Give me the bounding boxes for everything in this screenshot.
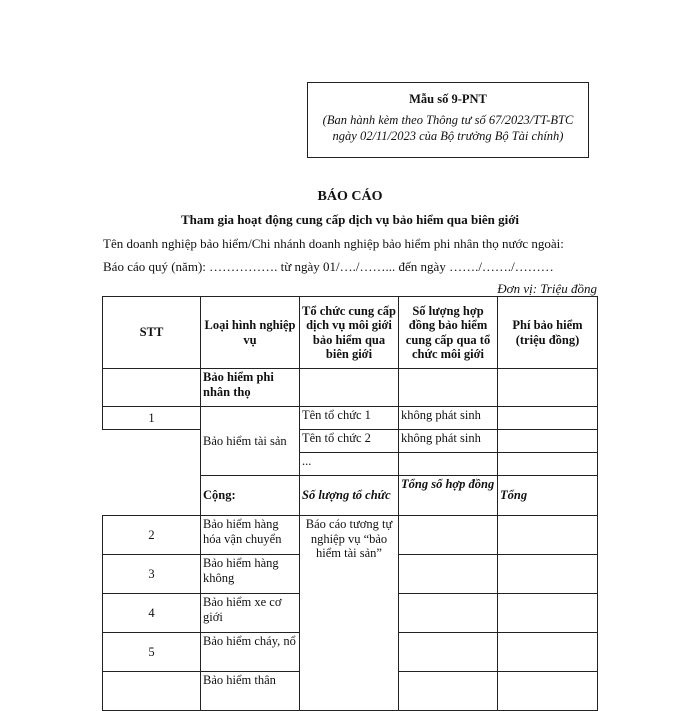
report-subtitle: Tham gia hoạt động cung cấp dịch vụ bảo hiểm qua biên giới	[180, 212, 520, 227]
table-row	[103, 430, 598, 453]
report-period-line: Báo cáo quý (năm): ……………. từ ngày 01/…./……... đến ngày ……./……./………	[103, 259, 554, 274]
table-header-row	[103, 297, 598, 369]
currency-unit: Đơn vị: Triệu đồng	[497, 281, 597, 296]
subtotal-label: Cộng:	[201, 476, 300, 516]
subtotal-row	[103, 476, 598, 516]
table-row	[103, 453, 598, 476]
table-row	[103, 407, 598, 430]
form-number-box	[307, 82, 589, 158]
similar-report-note: Báo cáo tương tự nghiệp vụ “bảo hiểm tài sản”	[300, 516, 399, 711]
stt-cell: 2	[103, 516, 201, 555]
header-stt: STT	[103, 297, 201, 369]
contract-count-cell: không phát sinh	[399, 407, 498, 430]
category-label: Bảo hiểm phi nhân thọ	[201, 369, 300, 407]
org-ellipsis-cell: ...	[300, 453, 399, 476]
contract-count-cell: không phát sinh	[399, 430, 498, 453]
stt-cell: 5	[103, 633, 201, 672]
header-broker-org: Tổ chức cung cấp dịch vụ môi giới bảo hiểm qua biên giới	[300, 297, 399, 369]
stt-cell: 3	[103, 555, 201, 594]
org-count-label: Số lượng tổ chức	[300, 476, 399, 516]
business-type-cell: Bảo hiểm hàng hóa vận chuyển	[201, 516, 300, 555]
header-contract-count: Số lượng hợp đồng bảo hiểm cung cấp qua tổ chức môi giới	[399, 297, 498, 369]
issuance-note: (Ban hành kèm theo Thông tư số 67/2023/TT-BTC ngày 02/11/2023 của Bộ trưởng Bộ Tài chính)	[322, 113, 574, 143]
report-title: BÁO CÁO	[317, 189, 383, 204]
enterprise-name-line: Tên doanh nghiệp bảo hiểm/Chi nhánh doanh nghiệp bảo hiểm phi nhân thọ nước ngoài:	[103, 236, 564, 251]
org-name-cell: Tên tổ chức 1	[300, 407, 399, 430]
report-table	[102, 296, 598, 711]
stt-cell: 1	[103, 407, 201, 430]
category-row	[103, 369, 598, 407]
business-type-cell: Bảo hiểm cháy, nổ	[201, 633, 300, 672]
business-type-cell: Bảo hiểm hàng không	[201, 555, 300, 594]
table-row	[103, 516, 598, 555]
business-type-cell: Bảo hiểm xe cơ giới	[201, 594, 300, 633]
business-type-cell: Bảo hiểm tài sản	[201, 407, 300, 476]
stt-cell: 4	[103, 594, 201, 633]
contract-total-label: Tổng số hợp đồng	[399, 476, 498, 516]
form-number: Mẫu số 9-PNT	[409, 92, 487, 106]
business-type-cell: Bảo hiểm thân	[201, 672, 300, 711]
org-name-cell: Tên tổ chức 2	[300, 430, 399, 453]
stt-cell	[103, 672, 201, 711]
header-business-type: Loại hình nghiệp vụ	[201, 297, 300, 369]
total-label: Tổng	[498, 476, 598, 516]
header-premium: Phí bảo hiểm (triệu đồng)	[498, 297, 598, 369]
